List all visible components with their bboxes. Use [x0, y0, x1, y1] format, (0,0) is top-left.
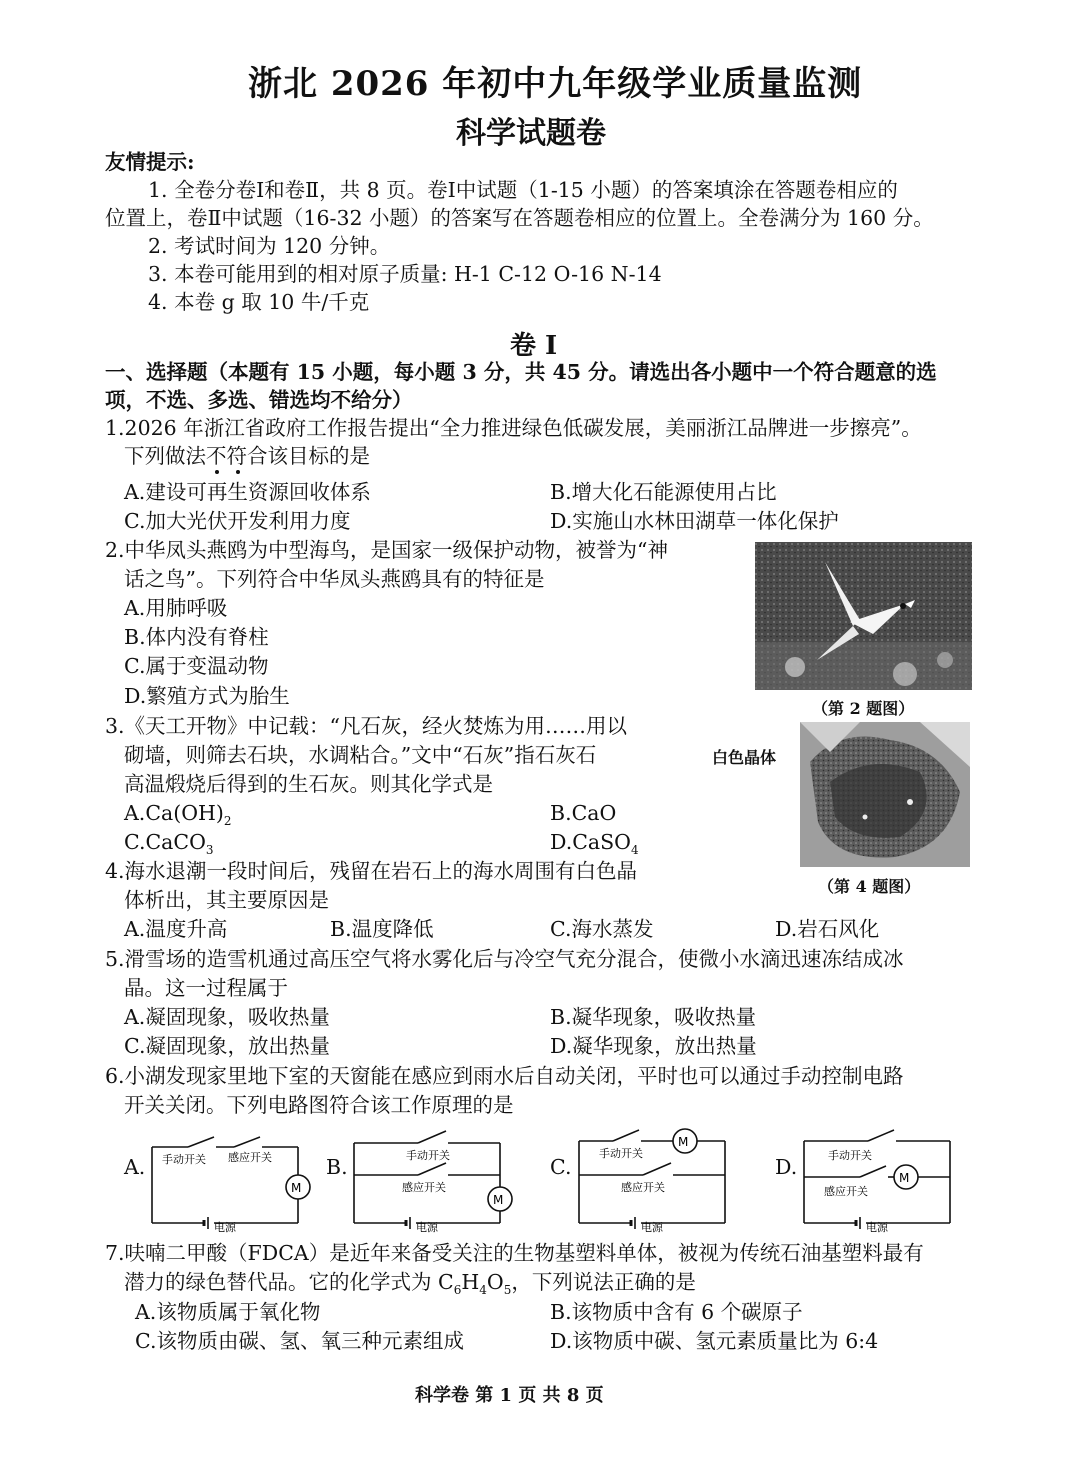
q5-option-b: B.凝华现象，吸收热量	[550, 1005, 757, 1029]
sensor-switch-a: 感应开关	[228, 1151, 272, 1164]
manual-switch-d: 手动开关	[828, 1149, 872, 1162]
q6-stem-2: 开关关闭。下列电路图符合该工作原理的是	[124, 1093, 514, 1117]
q2-option-b: B.体内没有脊柱	[124, 625, 269, 649]
exam-title: 浙北 2026 年初中九年级学业质量监测	[248, 64, 863, 104]
q4-option-c: C.海水蒸发	[550, 917, 654, 941]
q3-stem-3: 高温煅烧后得到的生石灰。则其化学式是	[124, 772, 493, 796]
circuit-d	[800, 1125, 975, 1233]
tips-heading: 友情提示:	[105, 150, 195, 174]
section-intro-2: 项，不选、多选、错选均不给分）	[105, 388, 413, 412]
sensor-switch-c: 感应开关	[621, 1181, 665, 1194]
sensor-switch-b: 感应开关	[402, 1181, 446, 1194]
circuit-b	[350, 1125, 525, 1233]
power-source-a: 电源	[214, 1221, 236, 1233]
q7-option-c: C.该物质由碳、氢、氧三种元素组成	[135, 1329, 464, 1353]
tip-4: 4. 本卷 g 取 10 牛/千克	[148, 290, 370, 314]
q3-option-b: B.CaO	[550, 801, 617, 825]
q7-option-b: B.该物质中含有 6 个碳原子	[550, 1300, 803, 1324]
motor-c: M	[678, 1135, 689, 1149]
q7-stem-2: 潜力的绿色替代品。它的化学式为 $C_6H_4O_5$，下列说法正确的是	[124, 1270, 696, 1298]
power-source-c: 电源	[641, 1221, 663, 1233]
circuit-a	[148, 1125, 323, 1233]
q6-option-c-label: C.	[550, 1155, 572, 1179]
q7-option-a: A.该物质属于氧化物	[135, 1300, 321, 1324]
q5-option-c: C.凝固现象，放出热量	[124, 1034, 330, 1058]
manual-switch-b: 手动开关	[406, 1149, 450, 1162]
q1-option-c: C.加大光伏开发利用力度	[124, 509, 351, 533]
q6-option-a-label: A.	[124, 1155, 146, 1179]
q1-emphasis-1: 不	[206, 444, 227, 468]
circuit-c	[575, 1125, 750, 1233]
q5-stem-1: 5.滑雪场的造雪机通过高压空气将水雾化后与冷空气充分混合，使微小水滴迅速冻结成冰	[105, 947, 904, 971]
q4-option-d: D.岩石风化	[775, 917, 880, 941]
q5-option-a: A.凝固现象，吸收热量	[124, 1005, 330, 1029]
manual-switch-a: 手动开关	[162, 1153, 206, 1166]
q4-stem-1: 4.海水退潮一段时间后，残留在岩石上的海水周围有白色晶	[105, 859, 638, 883]
q3-option-d: D.CaSO$_4$	[550, 830, 639, 858]
q3-option-a: $A.Ca(OH)_2$	[124, 801, 232, 829]
rock-crystal-photo	[800, 722, 970, 867]
manual-switch-c: 手动开关	[599, 1147, 643, 1160]
q5-stem-2: 晶。这一过程属于	[124, 976, 288, 1000]
q6-stem-1: 6.小湖发现家里地下室的天窗能在感应到雨水后自动关闭，平时也可以通过手动控制电路	[105, 1064, 904, 1088]
q3-stem-2: 砌墙，则筛去石块，水调粘合。”文中“石灰”指石灰石	[124, 743, 597, 767]
q1-option-b: B.增大化石能源使用占比	[550, 480, 777, 504]
section-intro-1: 一、选择题（本题有 15 小题，每小题 3 分，共 45 分。请选出各小题中一个符合题意的选	[105, 360, 937, 384]
motor-d: M	[899, 1171, 910, 1185]
power-source-b: 电源	[416, 1221, 438, 1233]
q4-option-b: B.温度降低	[330, 917, 434, 941]
q1-stem-1: 1.2026 年浙江省政府工作报告提出“全力推进绿色低碳发展，美丽浙江品牌进一步擦亮”。	[105, 416, 922, 440]
q1-emphasis-2: 符	[226, 444, 247, 468]
q3-stem-1: 3.《天工开物》中记载：“凡石灰，经火焚炼为用……用以	[105, 714, 628, 738]
q2-stem-1: 2.中华凤头燕鸥为中型海鸟，是国家一级保护动物，被誉为“神	[105, 538, 669, 562]
q4-stem-2: 体析出，其主要原因是	[124, 888, 329, 912]
q2-stem-2: 话之鸟”。下列符合中华凤头燕鸥具有的特征是	[124, 567, 545, 591]
q2-option-d: D.繁殖方式为胎生	[124, 684, 290, 708]
motor-a: M	[291, 1181, 302, 1195]
exam-subtitle: 科学试题卷	[456, 116, 606, 151]
tip-2: 2. 考试时间为 120 分钟。	[148, 234, 391, 258]
q5-option-d: D.凝华现象，放出热量	[550, 1034, 757, 1058]
q4-figure-label: 白色晶体	[712, 748, 777, 767]
q2-option-a: A.用肺呼吸	[124, 596, 228, 620]
tip-1-cont: 位置上，卷Ⅱ中试题（16-32 小题）的答案写在答题卷相应的位置上。全卷满分为 160 分。	[105, 206, 934, 230]
power-source-d: 电源	[866, 1221, 888, 1233]
q7-option-d: D.该物质中碳、氢元素质量比为 6:4	[550, 1329, 879, 1353]
q1-stem-2: 下列做法不符合该目标的是	[124, 444, 370, 468]
q4-option-a: A.温度升高	[124, 917, 228, 941]
q1-option-d: D.实施山水林田湖草一体化保护	[550, 509, 839, 533]
section-heading: 卷 Ⅰ	[510, 331, 558, 361]
q7-stem-1: 7.呋喃二甲酸（FDCA）是近年来备受关注的生物基塑料单体，被视为传统石油基塑料最有	[105, 1241, 924, 1265]
tern-photo	[755, 542, 972, 690]
q6-option-b-label: B.	[326, 1155, 348, 1179]
q4-figure-caption: （第 4 题图）	[818, 877, 921, 896]
tip-1: 1. 全卷分卷Ⅰ和卷Ⅱ，共 8 页。卷Ⅰ中试题（1-15 小题）的答案填涂在答题卷相应的	[148, 178, 898, 202]
tip-3: 3. 本卷可能用到的相对原子质量: H-1 C-12 O-16 N-14	[148, 262, 662, 286]
page-footer: 科学卷 第 1 页 共 8 页	[415, 1385, 604, 1406]
q1-option-a: A.建设可再生资源回收体系	[124, 480, 371, 504]
q2-option-c: C.属于变温动物	[124, 654, 269, 678]
sensor-switch-d: 感应开关	[824, 1185, 868, 1198]
q3-option-c: C.CaCO$_3$	[124, 830, 214, 858]
motor-b: M	[493, 1193, 504, 1207]
q2-figure-caption: （第 2 题图）	[812, 699, 915, 718]
q6-option-d-label: D.	[775, 1155, 798, 1179]
